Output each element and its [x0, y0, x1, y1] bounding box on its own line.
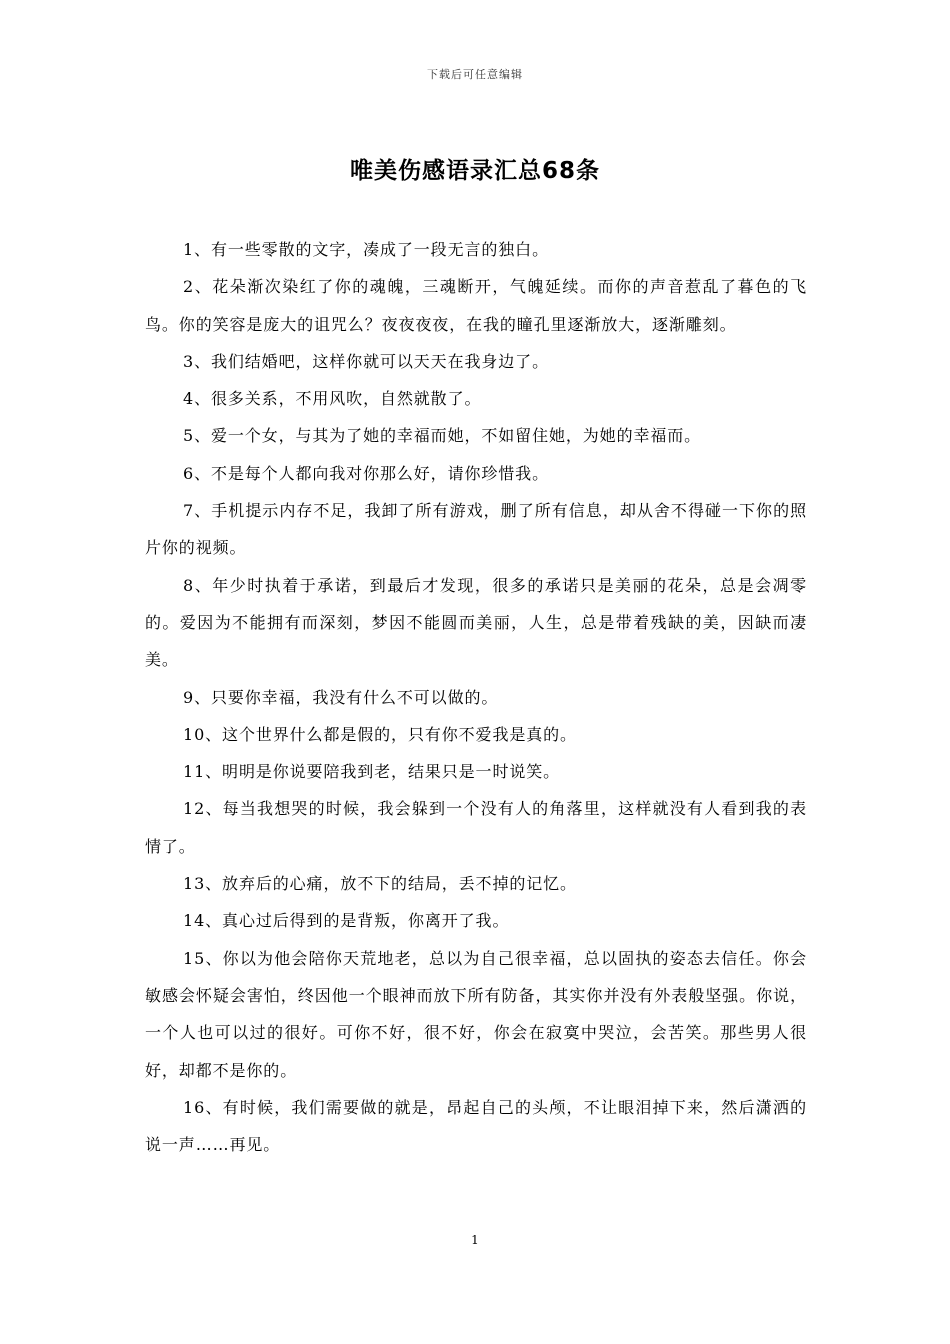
- paragraph: 10、这个世界什么都是假的，只有你不爱我是真的。: [183, 724, 577, 744]
- paragraph: 11、明明是你说要陪我到老，结果只是一时说笑。: [183, 762, 561, 782]
- header-note: 下载后可任意编辑: [427, 68, 523, 81]
- paragraph: 15、你以为他会陪你天荒地老，总以为自己很幸福，总以固执的姿态去信任。你会敏感会怀疑会害怕，终因他一个眼神而放下所有防备，其实你并没有外表般坚强。你说，一个人也可以过的很好。可你不好，很不好，你会在寂寞中哭泣，会苦笑。那些男人很好，却都不是你的。: [145, 948, 807, 1080]
- paragraph: 14、真心过后得到的是背叛，你离开了我。: [183, 911, 510, 931]
- paragraph: 8、年少时执着于承诺，到最后才发现，很多的承诺只是美丽的花朵，总是会凋零的。爱因为不能拥有而深刻，梦因不能圆而美丽，人生，总是带着残缺的美，因缺而凄美。: [145, 575, 807, 670]
- paragraph: 16、有时候，我们需要做的就是，昂起自己的头颅，不让眼泪掉下来，然后潇洒的说一声……再见。: [145, 1097, 807, 1155]
- page-number: 1: [471, 1233, 479, 1247]
- paragraph: 6、不是每个人都向我对你那么好，请你珍惜我。: [183, 463, 549, 483]
- paragraph: 9、只要你幸福，我没有什么不可以做的。: [183, 687, 499, 707]
- document-body: [145, 231, 807, 1163]
- paragraph: 1、有一些零散的文字，凑成了一段无言的独白。: [183, 240, 549, 259]
- paragraph: 5、爱一个女，与其为了她的幸福而她，不如留住她，为她的幸福而。: [183, 426, 702, 446]
- document-title: 唯美伤感语录汇总68条: [349, 158, 600, 184]
- paragraph: 12、每当我想哭的时候，我会躲到一个没有人的角落里，这样就没有人看到我的表情了。: [145, 799, 807, 856]
- paragraph: 7、手机提示内存不足，我卸了所有游戏，删了所有信息，却从舍不得碰一下你的照片你的视频。: [145, 501, 807, 558]
- paragraph: 4、很多关系，不用风吹，自然就散了。: [183, 389, 482, 409]
- paragraph: 13、放弃后的心痛，放不下的结局，丢不掉的记忆。: [183, 874, 577, 894]
- paragraph: 2、花朵渐次染红了你的魂魄，三魂断开，气魄延续。而你的声音惹乱了暮色的飞鸟。你的笑容是庞大的诅咒么？夜夜夜夜，在我的瞳孔里逐渐放大，逐渐雕刻。: [145, 277, 807, 334]
- paragraph: 3、我们结婚吧，这样你就可以天天在我身边了。: [183, 351, 549, 371]
